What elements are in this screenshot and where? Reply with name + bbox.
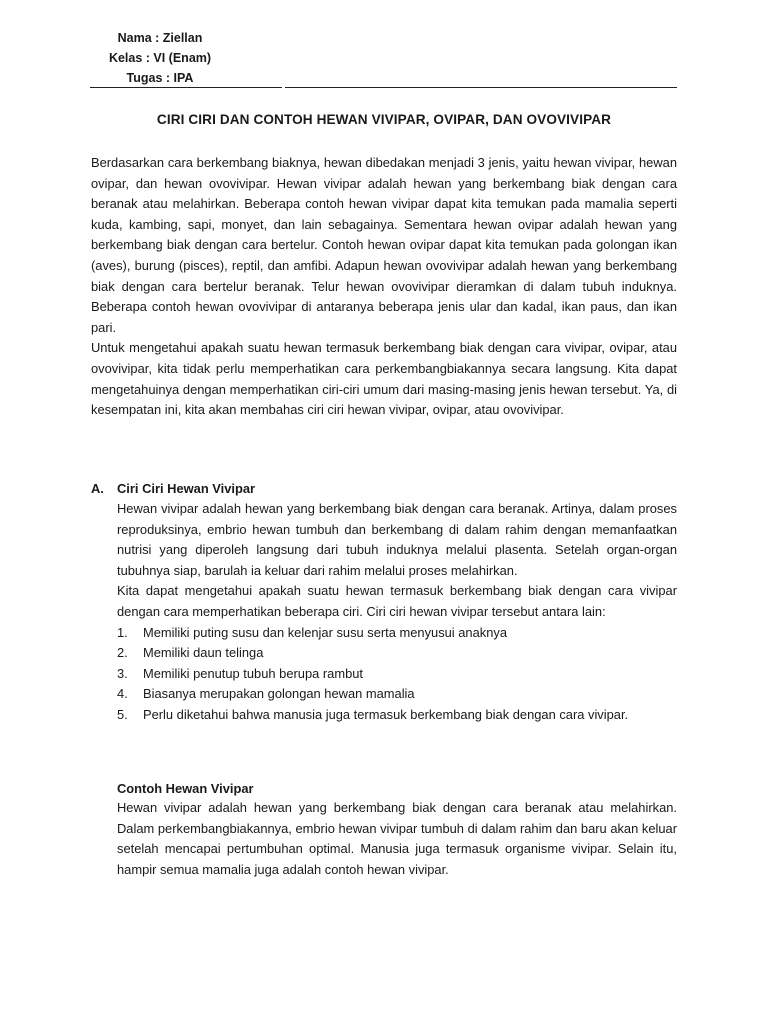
list-text: Perlu diketahui bahwa manusia juga termasuk berkembang biak dengan cara vivipar. bbox=[143, 706, 629, 722]
list-item bbox=[117, 684, 677, 705]
list-text: Biasanya merupakan golongan hewan mamalia bbox=[143, 686, 415, 702]
student-name: Nama : Ziellan bbox=[117, 31, 203, 45]
subsection-paragraph: Hewan vivipar adalah hewan yang berkembang biak dengan cara beranak atau melahirkan. Dalam perkembangbiakannya, embrio hewan vivipar tumbuh di dalam rahim dan baru akan keluar setelah mencapai pertumbuhan optimal. Manusia juga termasuk organisme vivipar. Selain itu, hampir semua mamalia juga adalah contoh hewan vivipar. bbox=[117, 800, 677, 877]
intro-section bbox=[91, 153, 677, 421]
header-divider-right bbox=[285, 87, 677, 88]
list-number: 2. bbox=[117, 645, 128, 661]
list-text: Memiliki puting susu dan kelenjar susu serta menyusui anaknya bbox=[143, 624, 507, 640]
list-number: 3. bbox=[117, 665, 128, 681]
list-item bbox=[117, 643, 677, 664]
section-letter: A. bbox=[91, 481, 104, 496]
section-title: Ciri Ciri Hewan Vivipar bbox=[117, 481, 256, 496]
section-body bbox=[117, 499, 677, 726]
ciri-list bbox=[117, 623, 677, 726]
assignment-subject: Tugas : IPA bbox=[126, 71, 194, 85]
header-divider-left bbox=[90, 87, 282, 88]
intro-paragraph-1: Berdasarkan cara berkembang biaknya, hewan dibedakan menjadi 3 jenis, yaitu hewan vivipar, hewan ovipar, dan hewan ovovivipar. Hewan vivipar adalah hewan yang berkembang biak dengan cara beranak atau melahirkan. Beberapa contoh hewan vivipar dapat kita temukan pada mamalia seperti kuda, kambing, sapi, monyet, dan lain sebagainya. Sementara hewan ovipar adalah hewan yang berkembang biak dengan cara bertelur. Contoh hewan ovipar dapat kita temukan pada golongan ikan (aves), burung (pisces), reptil, dan amfibi. Adapun hewan ovovivipar adalah hewan yang berkembang biak dengan cara bertelur beranak. Telur hewan ovovivipar dieramkan di dalam tubuh induknya. Beberapa contoh hewan ovovivipar di antaranya beberapa jenis ular dan kadal, ikan paus, dan ikan pari. bbox=[91, 155, 677, 335]
section-paragraph-1: Hewan vivipar adalah hewan yang berkembang biak dengan cara beranak. Artinya, dalam proses reproduksinya, embrio hewan tumbuh dan berkembang di dalam rahim dengan memanfaatkan nutrisi yang diperoleh langsung dari tubuh induknya melalui plasenta. Setelah organ-organ tubuhnya siap, barulah ia keluar dari rahim melalui proses melahirkan. bbox=[117, 501, 677, 578]
intro-paragraph-2: Untuk mengetahui apakah suatu hewan termasuk berkembang biak dengan cara vivipar, ovipar, atau ovovivipar, kita tidak perlu memperhatikan cara perkembangbiakannya secara langsung. Kita dapat mengetahuinya dengan memperhatikan ciri-ciri umum dari masing-masing jenis hewan tersebut. Ya, di kesempatan ini, kita akan membahas ciri ciri hewan vivipar, ovipar, atau ovovivipar. bbox=[91, 340, 677, 418]
list-item bbox=[117, 664, 677, 685]
list-text: Memiliki penutup tubuh berupa rambut bbox=[143, 665, 363, 681]
list-number: 5. bbox=[117, 706, 128, 722]
student-info-header bbox=[90, 28, 230, 88]
list-item bbox=[117, 623, 677, 644]
document-title: CIRI CIRI DAN CONTOH HEWAN VIVIPAR, OVIPAR, DAN OVOVIVIPAR bbox=[156, 112, 612, 127]
list-text: Memiliki daun telinga bbox=[143, 645, 264, 661]
section-heading bbox=[91, 479, 677, 499]
list-item bbox=[117, 705, 677, 726]
subsection-title: Contoh Hewan Vivipar bbox=[117, 781, 254, 796]
list-number: 4. bbox=[117, 686, 128, 702]
section-paragraph-2: Kita dapat mengetahui apakah suatu hewan termasuk berkembang biak dengan cara vivipar dengan cara memperhatikan beberapa ciri. Ciri ciri hewan vivipar tersebut antara lain: bbox=[117, 583, 677, 619]
section-ciri-vivipar bbox=[91, 479, 677, 726]
list-number: 1. bbox=[117, 624, 128, 640]
student-class: Kelas : VI (Enam) bbox=[108, 51, 212, 65]
section-contoh-vivipar bbox=[117, 780, 677, 880]
